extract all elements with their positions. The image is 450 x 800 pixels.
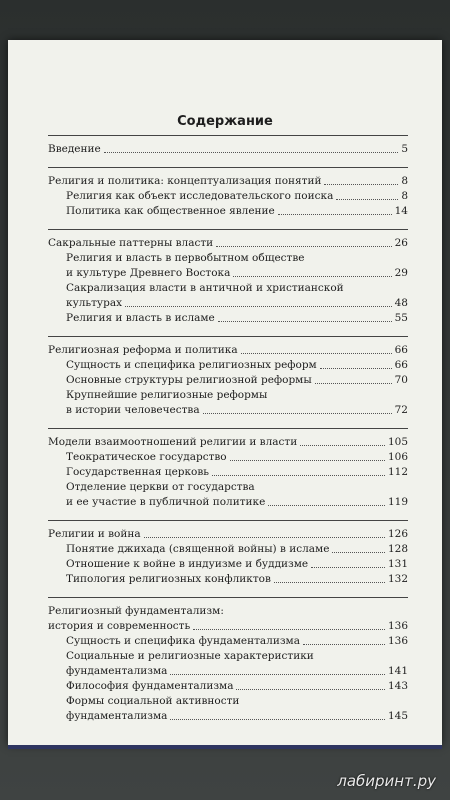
page-number: 128 <box>387 543 408 555</box>
page-number: 136 <box>387 635 408 647</box>
toc-entry <box>48 527 408 542</box>
entry-title: Религия и власть в исламе <box>66 312 215 324</box>
entry-title-line: Религия и власть в первобытном обществе <box>66 252 305 264</box>
dot-leader <box>320 368 392 369</box>
dot-leader <box>104 152 399 153</box>
section-divider <box>48 229 408 230</box>
entry-title-line: Отделение церкви от государства <box>66 481 255 493</box>
dot-leader <box>274 582 385 583</box>
dot-leader <box>336 199 398 200</box>
entry-title: Теократическое государство <box>66 451 227 463</box>
page-number: 106 <box>387 451 408 463</box>
entry-title: в истории человечества <box>66 404 200 416</box>
dot-leader <box>218 321 392 322</box>
dot-leader <box>236 689 384 690</box>
entry-title: фундаментализма <box>66 710 168 722</box>
entry-title-line: Сакрализация власти в античной и христианской <box>66 282 344 294</box>
toc-subentry <box>48 664 408 679</box>
toc-subentry <box>48 495 408 510</box>
section-divider <box>48 520 408 521</box>
toc-subentry <box>48 709 408 724</box>
toc-subentry <box>48 465 408 480</box>
entry-title: культурах <box>66 297 123 309</box>
dot-leader <box>311 567 385 568</box>
toc-subentry <box>48 572 408 587</box>
page-number: 145 <box>387 710 408 722</box>
toc-subentry <box>48 634 408 649</box>
toc-entry <box>48 236 408 251</box>
dot-leader <box>268 505 385 506</box>
page-title: Содержание <box>177 114 273 129</box>
page-number: 141 <box>387 665 408 677</box>
page-number: 131 <box>387 558 408 570</box>
page-number: 66 <box>394 344 408 356</box>
page-number: 8 <box>401 175 408 187</box>
page-number: 72 <box>394 404 408 416</box>
page-number: 55 <box>394 312 408 324</box>
entry-title: Отношение к войне в индуизме и буддизме <box>66 558 309 570</box>
dot-leader <box>170 719 385 720</box>
entry-title: Религия как объект исследовательского поиска <box>66 190 334 202</box>
entry-title: Религия и политика: концептуализация понятий <box>48 175 322 187</box>
entry-title: и культуре Древнего Востока <box>66 267 231 279</box>
page-number: 8 <box>401 190 408 202</box>
toc-subentry <box>48 311 408 326</box>
entry-title: фундаментализма <box>66 665 168 677</box>
page-number: 132 <box>387 573 408 585</box>
entry-title-line: Социальные и религиозные характеристики <box>66 650 314 662</box>
dot-leader <box>193 629 385 630</box>
toc-section <box>48 520 408 587</box>
page-number: 136 <box>387 620 408 632</box>
entry-title: Введение <box>48 143 101 155</box>
page-number: 119 <box>387 496 408 508</box>
toc-entry <box>48 343 408 358</box>
entry-title: Основные структуры религиозной реформы <box>66 374 312 386</box>
dot-leader <box>332 552 385 553</box>
page-number: 143 <box>387 680 408 692</box>
dot-leader <box>216 246 391 247</box>
page-number: 29 <box>394 267 408 279</box>
entry-title: Религии и война <box>48 528 141 540</box>
entry-title: история и современность <box>48 620 191 632</box>
dot-leader <box>170 674 385 675</box>
toc-section <box>48 428 408 510</box>
page-number: 5 <box>401 143 408 155</box>
toc-subentry <box>48 403 408 418</box>
entry-title: Государственная церковь <box>66 466 210 478</box>
toc-subentry <box>48 358 408 373</box>
entry-title-line: Религиозный фундаментализм: <box>48 605 224 617</box>
toc-section <box>48 597 408 724</box>
dot-leader <box>324 184 398 185</box>
toc-subentry <box>48 266 408 281</box>
table-of-contents <box>48 135 408 734</box>
entry-title: Сакральные паттерны власти <box>48 237 214 249</box>
dot-leader <box>315 383 392 384</box>
page-number: 70 <box>394 374 408 386</box>
entry-title: Понятие джихада (священной войны) в исламе <box>66 543 330 555</box>
toc-subentry <box>48 373 408 388</box>
watermark: лабиринт.ру <box>337 772 436 790</box>
toc-entry <box>48 174 408 189</box>
toc-entry <box>48 619 408 634</box>
toc-subentry <box>48 204 408 219</box>
toc-subentry <box>48 189 408 204</box>
section-divider <box>48 428 408 429</box>
page-number: 112 <box>387 466 408 478</box>
entry-title: Типология религиозных конфликтов <box>66 573 271 585</box>
dot-leader <box>300 445 385 446</box>
toc-subentry <box>48 542 408 557</box>
dot-leader <box>203 413 392 414</box>
entry-title: Религиозная реформа и политика <box>48 344 238 356</box>
dot-leader <box>278 214 392 215</box>
page-number: 48 <box>394 297 408 309</box>
entry-title: Сущность и специфика фундаментализма <box>66 635 300 647</box>
entry-title: и ее участие в публичной политике <box>66 496 266 508</box>
toc-subentry <box>48 679 408 694</box>
toc-section <box>48 135 408 157</box>
entry-title-line: Формы социальной активности <box>66 695 240 707</box>
section-divider <box>48 167 408 168</box>
dot-leader <box>212 475 385 476</box>
entry-title: Политика как общественное явление <box>66 205 275 217</box>
toc-section <box>48 229 408 326</box>
entry-title-line: Крупнейшие религиозные реформы <box>66 389 268 401</box>
toc-subentry <box>48 296 408 311</box>
section-divider <box>48 597 408 598</box>
dot-leader <box>233 276 391 277</box>
page-number: 126 <box>387 528 408 540</box>
entry-title: Модели взаимоотношений религии и власти <box>48 436 298 448</box>
toc-section <box>48 167 408 219</box>
page-bottom-edge <box>8 745 442 749</box>
toc-section <box>48 336 408 418</box>
entry-title: Философия фундаментализма <box>66 680 234 692</box>
page-number: 26 <box>394 237 408 249</box>
toc-subentry <box>48 450 408 465</box>
page-number: 66 <box>394 359 408 371</box>
dot-leader <box>303 644 385 645</box>
page-number: 105 <box>387 436 408 448</box>
toc-entry <box>48 435 408 450</box>
book-page <box>8 40 442 745</box>
entry-title: Сущность и специфика религиозных реформ <box>66 359 317 371</box>
dot-leader <box>230 460 385 461</box>
toc-subentry <box>48 557 408 572</box>
dot-leader <box>125 306 392 307</box>
section-divider <box>48 135 408 136</box>
dot-leader <box>241 353 392 354</box>
toc-entry <box>48 142 408 157</box>
section-divider <box>48 336 408 337</box>
page-number: 14 <box>394 205 408 217</box>
dot-leader <box>144 537 385 538</box>
